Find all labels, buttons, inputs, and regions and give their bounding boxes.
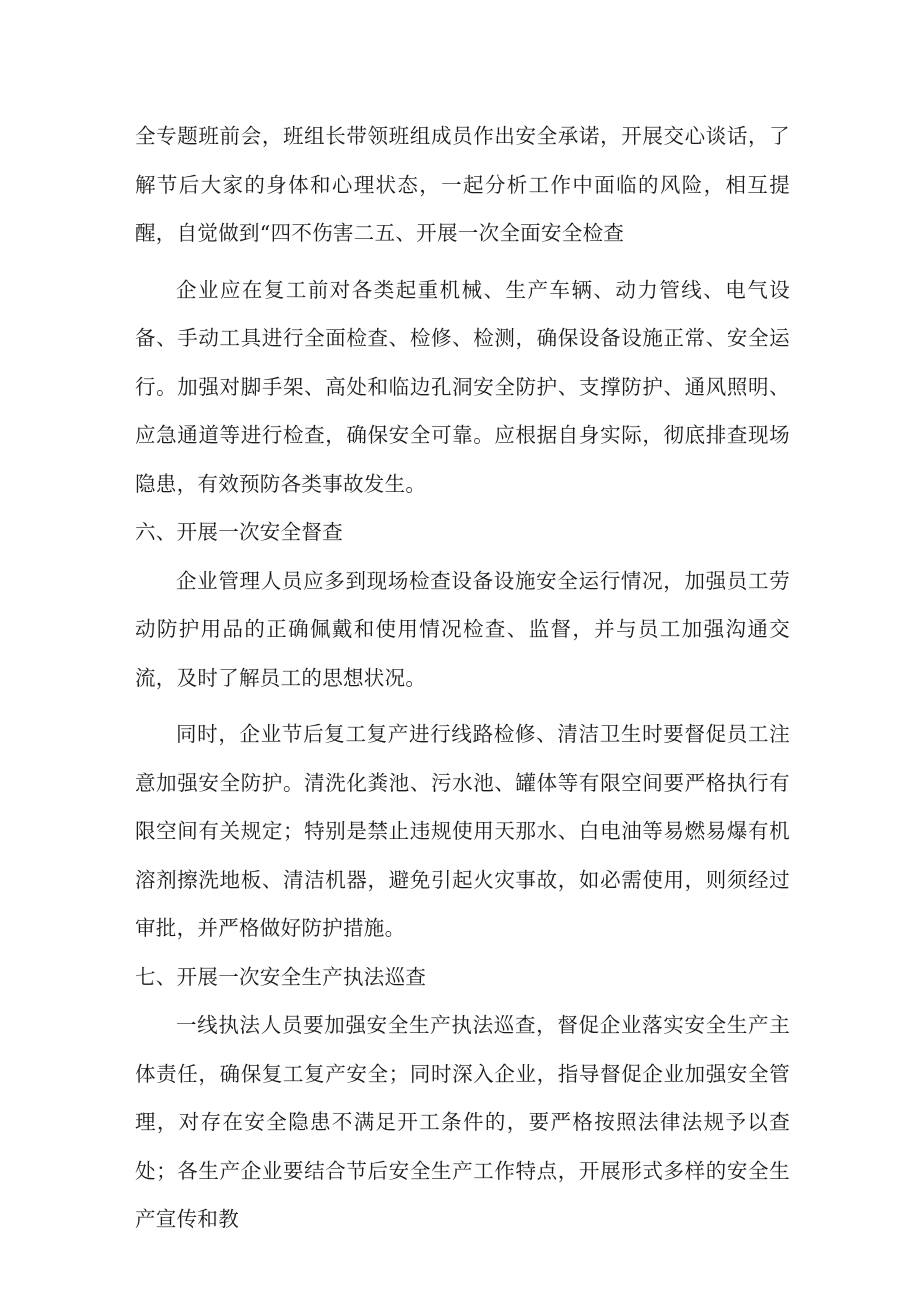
paragraph-equipment-inspection: 企业应在复工前对各类起重机械、生产车辆、动力管线、电气设备、手动工具进行全面检查、检修、检测，确保设备设施正常、安全运行。加强对脚手架、高处和临边孔洞安全防护、支撑防护、通风照明、应急通道等进行检查，确保安全可靠。应根据自身实际，彻底排查现场隐患，有效预防各类事故发生。 xyxy=(135,277,790,496)
paragraph-law-enforcement: 一线执法人员要加强安全生产执法巡查，督促企业落实安全生产主体责任，确保复工复产安全；同时深入企业，指导督促企业加强安全管理，对存在安全隐患不满足开工条件的，要严格按照法律法规予以查处；各生产企业要结合节后安全生产工作特点，开展形式多样的安全生产宣传和教 xyxy=(135,1013,790,1231)
paragraph-gap xyxy=(135,258,790,266)
paragraph-1: 全专题班前会，班组长带领班组成员作出安全承诺，开展交心谈话，了解节后大家的身体和心理状态，一起分析工作中面临的风险，相互提醒，自觉做到“四不伤害二五、开展一次全面安全检查 xyxy=(135,124,790,245)
paragraph-management-supervision: 企业管理人员应多到现场检查设备设施安全运行情况，加强员工劳动防护用品的正确佩戴和使用情况检查、监督，并与员工加强沟通交流，及时了解员工的思想状况。 xyxy=(135,568,790,690)
section-heading-6: 六、开展一次安全督查 xyxy=(135,520,343,544)
paragraph-gap xyxy=(135,702,790,710)
section-heading-7: 七、开展一次安全生产执法巡查 xyxy=(135,964,427,989)
paragraph-maintenance-safety: 同时，企业节后复工复产进行线路检修、清洁卫生时要督促员工注意加强安全防护。清洗化粪池、污水池、罐体等有限空间要严格执行有限空间有关规定；特别是禁止违规使用天那水、白电油等易燃易爆有机溶剂擦洗地板、清洁机器，避免引起火灾事故，如必需使用，则须经过审批，并严格做好防护措施。 xyxy=(135,722,790,940)
document-body xyxy=(135,112,790,1244)
